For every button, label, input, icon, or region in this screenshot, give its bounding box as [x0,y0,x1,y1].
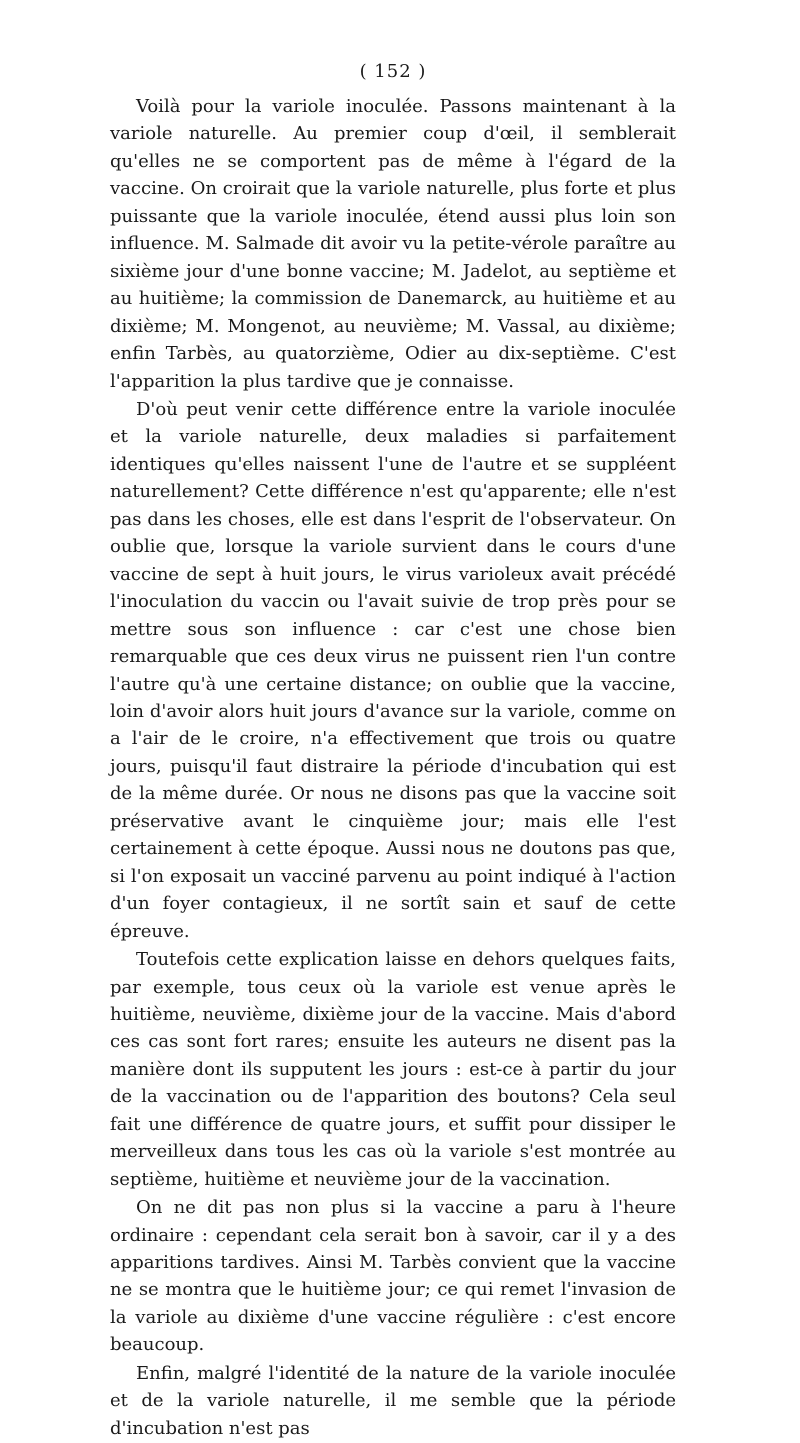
paragraph-3: Toutefois cette explication laisse en dehors quelques faits, par exemple, tous ceux où la variole est venue après le huitième, neuvième, dixième jour de la vaccine. Mais d'abord ces cas sont fort rares; ensuite les auteurs ne disent pas la manière dont ils supputent les jours : est-ce à partir du jour de la vaccination ou de l'apparition des boutons? Cela seul fait une différence de quatre jours, et suffit pour dissiper le merveilleux dans tous les cas où la variole s'est montrée au septième, huitième et neuvième jour de la vaccination. [110,949,676,1190]
book-page [110,58,676,1443]
paragraph-5: Enfin, malgré l'identité de la nature de la variole inoculée et de la variole naturelle, il me semble que la période d'incubation n'est pas [110,1362,676,1439]
paragraph-2: D'où peut venir cette différence entre la variole inoculée et la variole naturelle, deux maladies si parfaitement identiques qu'elles naissent l'une de l'autre et se suppléent naturellement? Cette différence n'est qu'apparente; elle n'est pas dans les choses, elle est dans l'esprit de l'observateur. On oublie que, lorsque la variole survient dans le cours d'une vaccine de sept à huit jours, le virus varioleux avait précédé l'inoculation du vaccin ou l'avait suivie de trop près pour se mettre sous son influence : car c'est une chose bien remarquable que ces deux virus ne puissent rien l'un contre l'autre qu'à une certaine distance; on oublie que la vaccine, loin d'avoir alors huit jours d'avance sur la variole, comme on a l'air de le croire, n'a effectivement que trois ou quatre jours, puisqu'il faut distraire la période d'incubation qui est de la même durée. Or nous ne disons pas que la vaccine soit préservative avant le cinquième jour; mais elle l'est certainement à cette époque. Aussi nous ne doutons pas que, si l'on exposait un vacciné parvenu au point indiqué à l'action d'un foyer contagieux, il ne sortît sain et sauf de cette épreuve. [110,398,676,942]
paragraph-4: On ne dit pas non plus si la vaccine a paru à l'heure ordinaire : cependant cela serait bon à savoir, car il y a des apparitions tardives. Ainsi M. Tarbès convient que la vaccine ne se montra que le huitième jour; ce qui remet l'invasion de la variole au dixième d'une vaccine régulière : c'est encore beaucoup. [110,1197,676,1356]
paragraph-1: Voilà pour la variole inoculée. Passons maintenant à la variole naturelle. Au premier coup d'œil, il semblerait qu'elles ne se comportent pas de même à l'égard de la vaccine. On croirait que la variole naturelle, plus forte et plus puissante que la variole inoculée, étend aussi plus loin son influence. M. Salmade dit avoir vu la petite-vérole paraître au sixième jour d'une bonne vaccine; M. Jadelot, au septième et au huitième; la commission de Danemarck, au huitième et au dixième; M. Mongenot, au neuvième; M. Vassal, au dixième; enfin Tarbès, au quatorzième, Odier au dix-septième. C'est l'apparition la plus tardive que je connaisse. [110,96,676,392]
page-number: ( 152 ) [359,61,427,82]
